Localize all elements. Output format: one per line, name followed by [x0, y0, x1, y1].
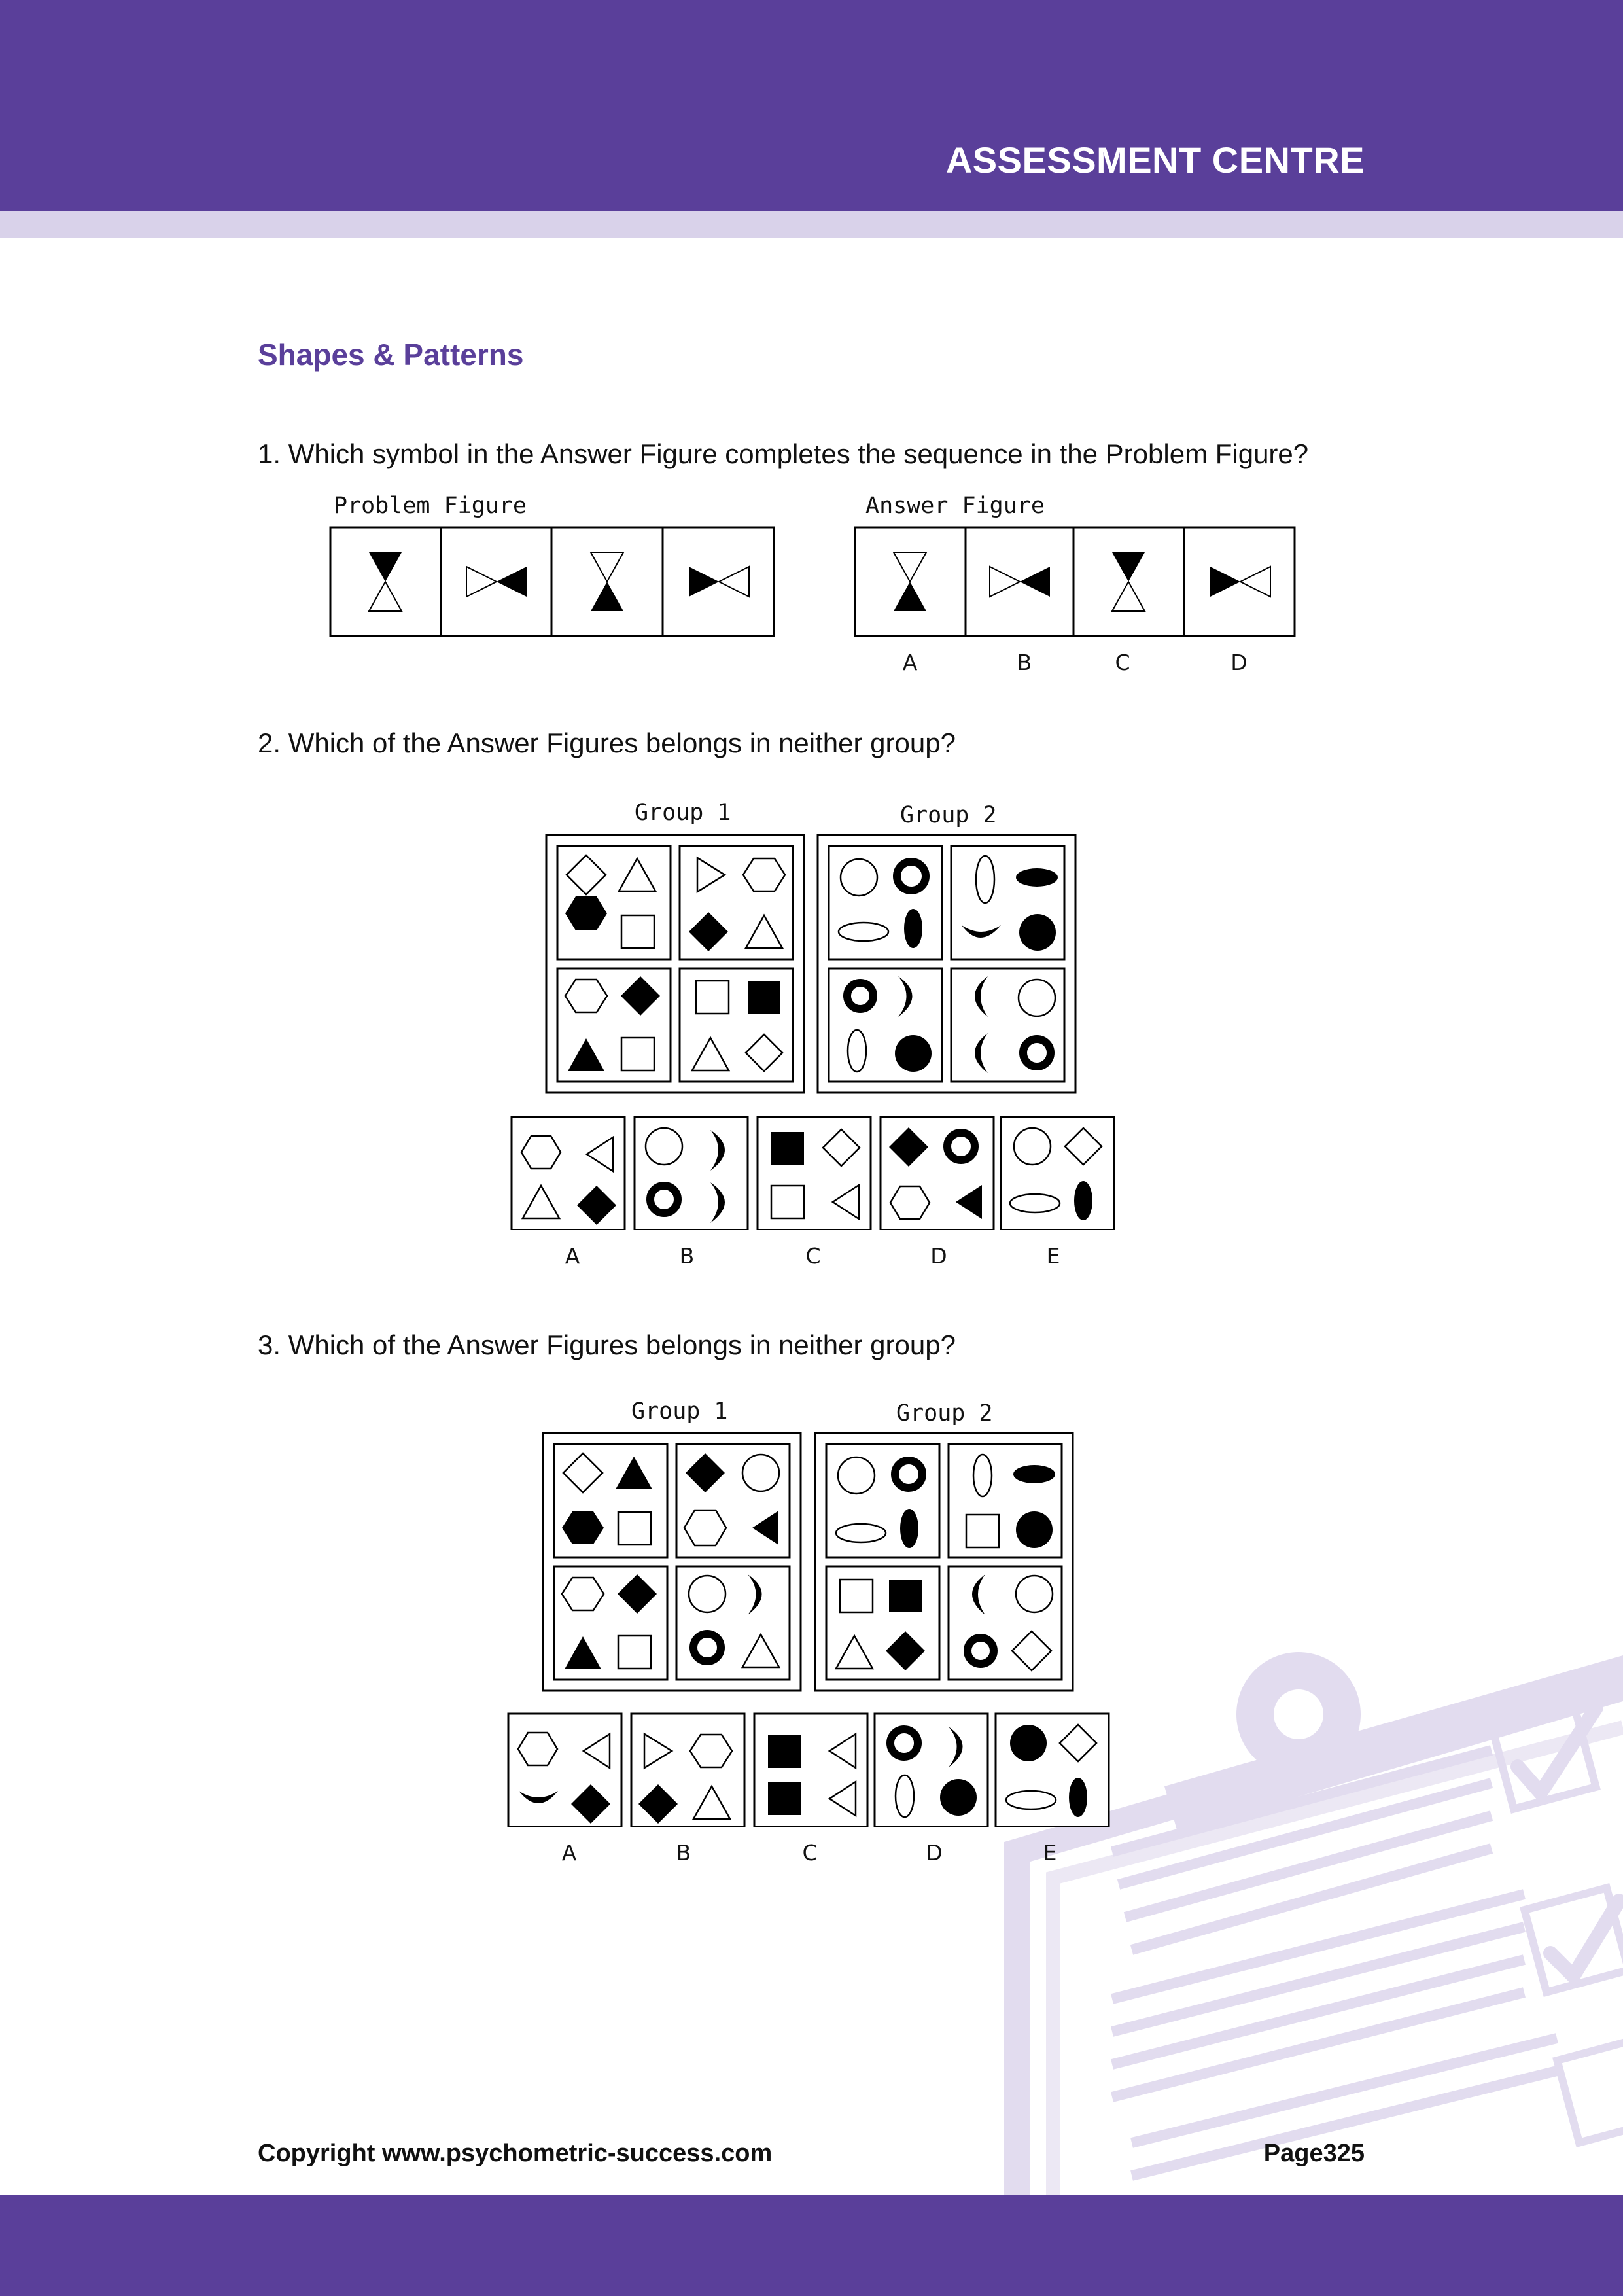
- q3-answer-b[interactable]: [631, 1714, 744, 1827]
- q2-answer-letter-b: B: [679, 1243, 695, 1269]
- q3-group-2-panel: [814, 1432, 1075, 1693]
- q2-group-2-label: Group 2: [900, 802, 997, 828]
- q3-answer-letter-c: C: [802, 1840, 818, 1865]
- header-title: ASSESSMENT CENTRE: [945, 139, 1365, 181]
- q3-answer-figures: [507, 1712, 1112, 1827]
- q2-answer-figures: [510, 1116, 1115, 1230]
- q2-answer-letter-c: C: [805, 1243, 821, 1269]
- footer-page-number: [1264, 2140, 1365, 2168]
- q3-answer-letter-e: E: [1043, 1840, 1057, 1865]
- q2-answer-letter-e: E: [1046, 1243, 1060, 1269]
- question-3-text: 3. Which of the Answer Figures belongs in neither group?: [258, 1330, 956, 1360]
- q3-answer-c[interactable]: [754, 1714, 867, 1827]
- answer-figure-strip: [854, 526, 1297, 639]
- header-stripe: [0, 211, 1623, 238]
- q3-group-1-label: Group 1: [631, 1398, 728, 1424]
- page-label: Page: [1263, 2140, 1323, 2167]
- answer-letter-c: C: [1115, 650, 1130, 675]
- q2-answer-a[interactable]: [512, 1117, 625, 1230]
- q2-group-1-panel: [545, 834, 807, 1095]
- answer-letter-a: A: [902, 650, 918, 675]
- q3-answer-letter-a: A: [561, 1840, 577, 1865]
- q2-answer-d[interactable]: [881, 1117, 994, 1230]
- q2-group-2-panel: [816, 834, 1078, 1095]
- q3-answer-d[interactable]: [875, 1714, 988, 1827]
- q3-answer-e[interactable]: [996, 1714, 1109, 1827]
- problem-figure-label: Problem Figure: [334, 493, 527, 519]
- q3-answer-letter-b: B: [676, 1840, 691, 1865]
- page-number-value: 325: [1323, 2140, 1365, 2167]
- q2-answer-b[interactable]: [635, 1117, 748, 1230]
- q2-answer-c[interactable]: [758, 1117, 871, 1230]
- q3-answer-a[interactable]: [508, 1714, 621, 1827]
- question-2-text: 2. Which of the Answer Figures belongs in neither group?: [258, 728, 956, 758]
- q2-answer-letter-a: A: [565, 1243, 580, 1269]
- footer-copyright: Copyright www.psychometric-success.com: [258, 2140, 773, 2167]
- question-1-text: 1. Which symbol in the Answer Figure completes the sequence in the Problem Figure?: [258, 438, 1309, 469]
- q3-group-2-label: Group 2: [896, 1400, 993, 1426]
- q2-group-1-label: Group 1: [635, 800, 731, 826]
- q2-answer-e[interactable]: [1001, 1117, 1114, 1230]
- page-footer-bar: [0, 2195, 1623, 2296]
- section-title: Shapes & Patterns: [258, 338, 524, 372]
- answer-letter-d: D: [1230, 650, 1248, 675]
- answer-letter-b: B: [1017, 650, 1032, 675]
- page-header: [0, 0, 1623, 211]
- q2-answer-letter-d: D: [930, 1243, 947, 1269]
- answer-figure-label: Answer Figure: [865, 493, 1045, 519]
- q3-answer-letter-d: D: [926, 1840, 943, 1865]
- problem-figure-strip: [329, 526, 777, 639]
- q3-group-1-panel: [542, 1432, 803, 1693]
